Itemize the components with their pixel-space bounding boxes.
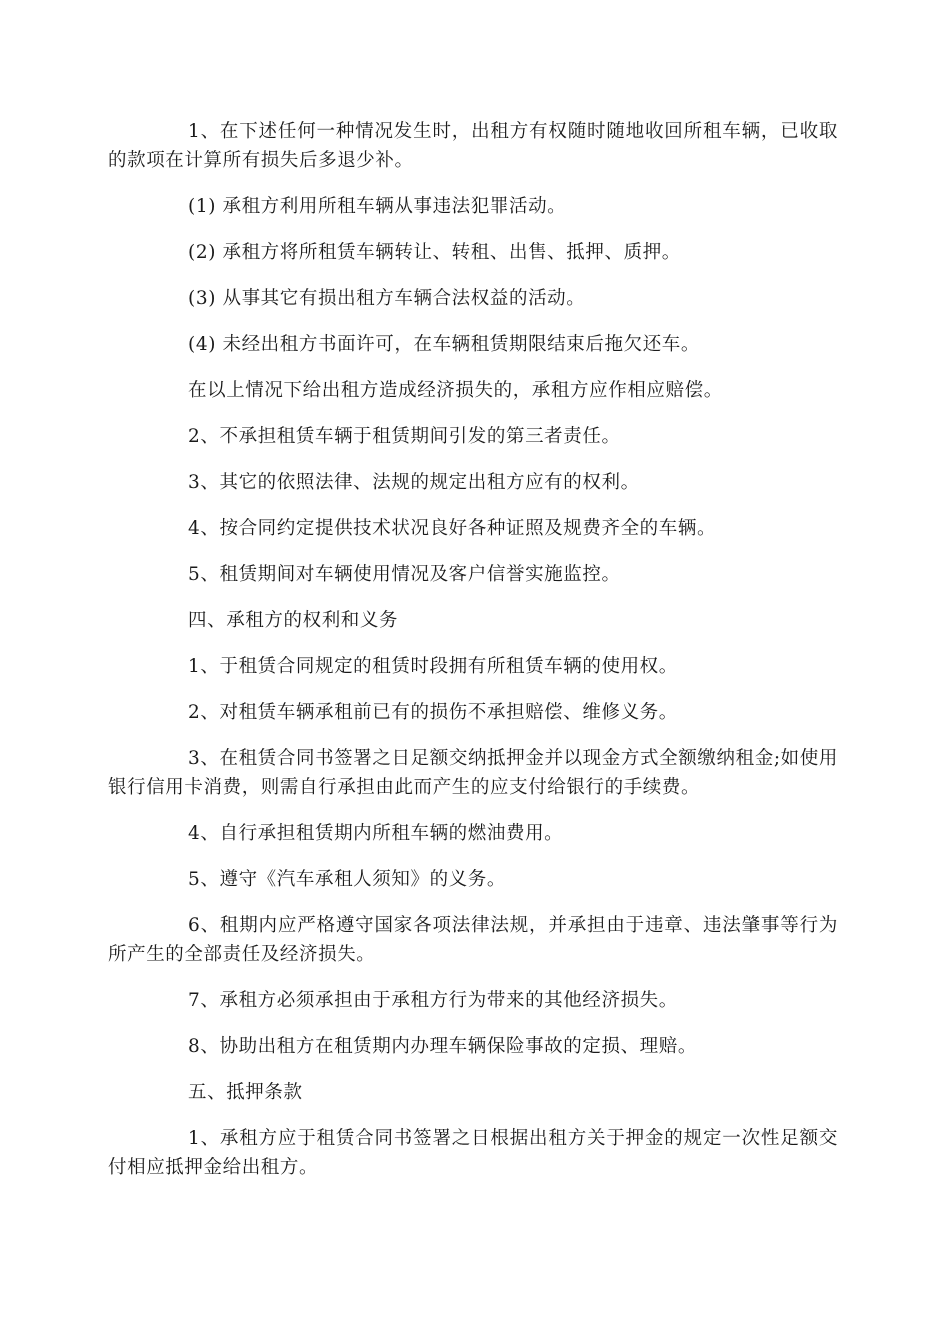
paragraph-compensation: 在以上情况下给出租方造成经济损失的，承租方应作相应赔偿。 [188,380,723,401]
paragraph-lessee-6-laws: 6、租期内应严格遵守国家各项法律法规，并承担由于违章、违法肇事等行为所产生的全部责任及经济损失。 [108,915,838,965]
paragraph-clause-5-monitoring: 5、租赁期间对车辆使用情况及客户信誉实施监控。 [188,564,621,585]
document-body [108,117,838,1199]
paragraph-lessee-4-fuel: 4、自行承担租赁期内所租车辆的燃油费用。 [188,823,564,844]
paragraph-lessee-5-notice: 5、遵守《汽车承租人须知》的义务。 [188,869,506,890]
paragraph-clause-4-vehicle-condition: 4、按合同约定提供技术状况良好各种证照及规费齐全的车辆。 [188,518,717,539]
paragraph-clause-1-repossession: 1、在下述任何一种情况发生时，出租方有权随时随地收回所租车辆，已收取的款项在计算所有损失后多退少补。 [108,121,838,171]
paragraph-lessee-7-losses: 7、承租方必须承担由于承租方行为带来的其他经济损失。 [188,990,678,1011]
paragraph-item-1-illegal-use: (1) 承租方利用所租车辆从事违法犯罪活动。 [188,196,567,217]
section-heading-lessee-rights: 四、承租方的权利和义务 [188,610,399,631]
paragraph-lessee-8-insurance: 8、协助出租方在租赁期内办理车辆保险事故的定损、理赔。 [188,1036,697,1057]
paragraph-clause-3-other-rights: 3、其它的依照法律、法规的规定出租方应有的权利。 [188,472,640,493]
section-heading-deposit: 五、抵押条款 [188,1082,303,1103]
paragraph-item-2-transfer: (2) 承租方将所租赁车辆转让、转租、出售、抵押、质押。 [188,242,681,263]
paragraph-lessee-2-prior-damage: 2、对租赁车辆承租前已有的损伤不承担赔偿、维修义务。 [188,702,678,723]
paragraph-clause-2-third-party: 2、不承担租赁车辆于租赁期间引发的第三者责任。 [188,426,621,447]
paragraph-lessee-1-usage-right: 1、于租赁合同规定的租赁时段拥有所租赁车辆的使用权。 [188,656,678,677]
paragraph-lessee-3-deposit-payment: 3、在租赁合同书签署之日足额交纳抵押金并以现金方式全额缴纳租金;如使用银行信用卡消费，则需自行承担由此而产生的应支付给银行的手续费。 [108,748,838,798]
paragraph-item-4-late-return: (4) 未经出租方书面许可，在车辆租赁期限结束后拖欠还车。 [188,334,700,355]
paragraph-item-3-other-harm: (3) 从事其它有损出租方车辆合法权益的活动。 [188,288,586,309]
paragraph-deposit-1: 1、承租方应于租赁合同书签署之日根据出租方关于押金的规定一次性足额交付相应抵押金给出租方。 [108,1128,838,1178]
